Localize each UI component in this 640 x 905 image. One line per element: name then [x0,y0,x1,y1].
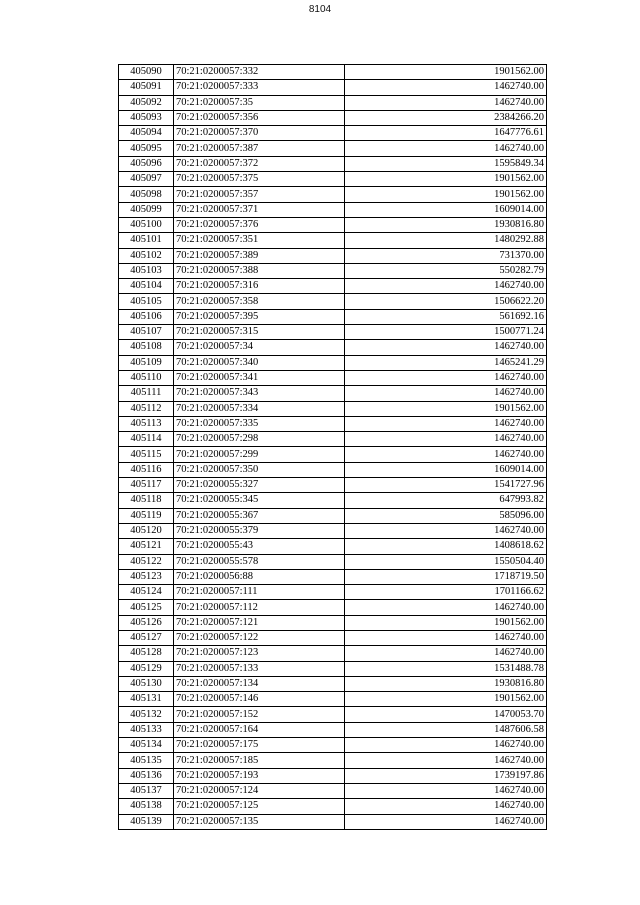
table-row [119,783,547,798]
table-row [119,432,547,447]
row-number-cell: 405134 [119,738,174,753]
table-row [119,110,547,125]
value-cell: 561692.16 [345,309,547,324]
cadastral-number-cell: 70:21:0200057:298 [174,432,345,447]
cadastral-number-cell: 70:21:0200057:315 [174,325,345,340]
table-row [119,309,547,324]
table-row [119,539,547,554]
row-number-cell: 405118 [119,493,174,508]
cadastral-number-cell: 70:21:0200057:334 [174,401,345,416]
table-row [119,187,547,202]
table-row [119,65,547,80]
value-cell: 1462740.00 [345,416,547,431]
cadastral-number-cell: 70:21:0200057:111 [174,585,345,600]
value-cell: 1531488.78 [345,661,547,676]
table-row [119,478,547,493]
table-row [119,600,547,615]
cadastral-number-cell: 70:21:0200057:35 [174,95,345,110]
cadastral-number-cell: 70:21:0200057:351 [174,233,345,248]
row-number-cell: 405096 [119,156,174,171]
row-number-cell: 405115 [119,447,174,462]
row-number-cell: 405137 [119,783,174,798]
cadastral-number-cell: 70:21:0200057:389 [174,248,345,263]
table-row [119,738,547,753]
value-cell: 1408618.62 [345,539,547,554]
row-number-cell: 405107 [119,325,174,340]
cadastral-number-cell: 70:21:0200057:164 [174,722,345,737]
row-number-cell: 405106 [119,309,174,324]
cadastral-number-cell: 70:21:0200057:112 [174,600,345,615]
table-row [119,263,547,278]
cadastral-number-cell: 70:21:0200057:350 [174,462,345,477]
cadastral-number-cell: 70:21:0200057:121 [174,615,345,630]
value-cell: 1901562.00 [345,65,547,80]
value-cell: 1901562.00 [345,615,547,630]
value-cell: 1647776.61 [345,126,547,141]
table-row [119,416,547,431]
cadastral-number-cell: 70:21:0200057:135 [174,814,345,829]
table-row [119,814,547,829]
row-number-cell: 405121 [119,539,174,554]
row-number-cell: 405139 [119,814,174,829]
table-row [119,156,547,171]
cadastral-number-cell: 70:21:0200057:395 [174,309,345,324]
value-cell: 585096.00 [345,508,547,523]
row-number-cell: 405098 [119,187,174,202]
row-number-cell: 405097 [119,172,174,187]
row-number-cell: 405105 [119,294,174,309]
value-cell: 550282.79 [345,263,547,278]
value-cell: 1901562.00 [345,401,547,416]
table-row [119,217,547,232]
value-cell: 1462740.00 [345,80,547,95]
table-row [119,523,547,538]
value-cell: 1462740.00 [345,386,547,401]
table-row [119,370,547,385]
table-row [119,799,547,814]
table-row [119,172,547,187]
cadastral-number-cell: 70:21:0200057:376 [174,217,345,232]
value-cell: 1701166.62 [345,585,547,600]
table-row [119,141,547,156]
row-number-cell: 405132 [119,707,174,722]
value-cell: 1462740.00 [345,279,547,294]
cadastral-number-cell: 70:21:0200057:134 [174,676,345,691]
table-row [119,325,547,340]
cadastral-number-cell: 70:21:0200057:340 [174,355,345,370]
cadastral-number-cell: 70:21:0200057:122 [174,630,345,645]
table-row [119,462,547,477]
table-row [119,692,547,707]
row-number-cell: 405108 [119,340,174,355]
table-row [119,661,547,676]
value-cell: 1462740.00 [345,646,547,661]
value-cell: 1718719.50 [345,569,547,584]
value-cell: 1550504.40 [345,554,547,569]
value-cell: 1609014.00 [345,202,547,217]
cadastral-number-cell: 70:21:0200057:341 [174,370,345,385]
row-number-cell: 405093 [119,110,174,125]
table-row [119,646,547,661]
value-cell: 1462740.00 [345,738,547,753]
value-cell: 1462740.00 [345,370,547,385]
table-row [119,294,547,309]
cadastral-number-cell: 70:21:0200057:357 [174,187,345,202]
row-number-cell: 405133 [119,722,174,737]
row-number-cell: 405100 [119,217,174,232]
cadastral-number-cell: 70:21:0200055:379 [174,523,345,538]
cadastral-number-cell: 70:21:0200057:332 [174,65,345,80]
value-cell: 1470053.70 [345,707,547,722]
cadastral-number-cell: 70:21:0200057:356 [174,110,345,125]
cadastral-value-table [118,64,547,830]
cadastral-number-cell: 70:21:0200057:370 [174,126,345,141]
table-row [119,493,547,508]
value-cell: 1480292.88 [345,233,547,248]
row-number-cell: 405119 [119,508,174,523]
table-row [119,569,547,584]
row-number-cell: 405114 [119,432,174,447]
value-cell: 1462740.00 [345,523,547,538]
row-number-cell: 405123 [119,569,174,584]
cadastral-number-cell: 70:21:0200057:388 [174,263,345,278]
row-number-cell: 405090 [119,65,174,80]
row-number-cell: 405112 [119,401,174,416]
table-row [119,126,547,141]
row-number-cell: 405126 [119,615,174,630]
cadastral-number-cell: 70:21:0200057:125 [174,799,345,814]
value-cell: 1462740.00 [345,95,547,110]
table-row [119,447,547,462]
value-cell: 1500771.24 [345,325,547,340]
cadastral-number-cell: 70:21:0200057:375 [174,172,345,187]
cadastral-number-cell: 70:21:0200056:88 [174,569,345,584]
value-cell: 1462740.00 [345,814,547,829]
row-number-cell: 405103 [119,263,174,278]
value-cell: 1462740.00 [345,630,547,645]
table-row [119,630,547,645]
table-row [119,615,547,630]
table-row [119,386,547,401]
value-cell: 1462740.00 [345,600,547,615]
row-number-cell: 405124 [119,585,174,600]
cadastral-number-cell: 70:21:0200057:123 [174,646,345,661]
value-cell: 1462740.00 [345,432,547,447]
table-row [119,722,547,737]
row-number-cell: 405110 [119,370,174,385]
cadastral-number-cell: 70:21:0200057:175 [174,738,345,753]
table-row [119,554,547,569]
row-number-cell: 405092 [119,95,174,110]
table-body [119,65,547,830]
row-number-cell: 405109 [119,355,174,370]
value-cell: 647993.82 [345,493,547,508]
cadastral-number-cell: 70:21:0200057:193 [174,768,345,783]
row-number-cell: 405122 [119,554,174,569]
table-row [119,95,547,110]
value-cell: 1462740.00 [345,799,547,814]
cadastral-number-cell: 70:21:0200057:316 [174,279,345,294]
table-row [119,80,547,95]
cadastral-number-cell: 70:21:0200057:34 [174,340,345,355]
table-row [119,508,547,523]
row-number-cell: 405117 [119,478,174,493]
table-row [119,707,547,722]
value-cell: 1541727.96 [345,478,547,493]
cadastral-number-cell: 70:21:0200057:387 [174,141,345,156]
value-cell: 1465241.29 [345,355,547,370]
row-number-cell: 405104 [119,279,174,294]
row-number-cell: 405135 [119,753,174,768]
row-number-cell: 405102 [119,248,174,263]
row-number-cell: 405091 [119,80,174,95]
cadastral-number-cell: 70:21:0200055:43 [174,539,345,554]
value-cell: 1462740.00 [345,340,547,355]
table-row [119,676,547,691]
cadastral-number-cell: 70:21:0200055:578 [174,554,345,569]
table-row [119,340,547,355]
table-row [119,233,547,248]
cadastral-number-cell: 70:21:0200057:299 [174,447,345,462]
value-cell: 1462740.00 [345,141,547,156]
row-number-cell: 405127 [119,630,174,645]
cadastral-number-cell: 70:21:0200057:133 [174,661,345,676]
cadastral-number-cell: 70:21:0200057:343 [174,386,345,401]
cadastral-number-cell: 70:21:0200057:185 [174,753,345,768]
row-number-cell: 405113 [119,416,174,431]
cadastral-number-cell: 70:21:0200057:335 [174,416,345,431]
value-cell: 731370.00 [345,248,547,263]
value-cell: 1930816.80 [345,217,547,232]
cadastral-number-cell: 70:21:0200055:327 [174,478,345,493]
row-number-cell: 405138 [119,799,174,814]
value-cell: 1901562.00 [345,187,547,202]
table-row [119,202,547,217]
row-number-cell: 405131 [119,692,174,707]
row-number-cell: 405136 [119,768,174,783]
value-cell: 1462740.00 [345,447,547,462]
value-cell: 1462740.00 [345,783,547,798]
value-cell: 1595849.34 [345,156,547,171]
cadastral-number-cell: 70:21:0200057:372 [174,156,345,171]
table-row [119,585,547,600]
table-row [119,768,547,783]
cadastral-number-cell: 70:21:0200057:333 [174,80,345,95]
cadastral-number-cell: 70:21:0200057:152 [174,707,345,722]
row-number-cell: 405130 [119,676,174,691]
row-number-cell: 405099 [119,202,174,217]
cadastral-number-cell: 70:21:0200057:124 [174,783,345,798]
cadastral-number-cell: 70:21:0200055:345 [174,493,345,508]
table-row [119,401,547,416]
row-number-cell: 405128 [119,646,174,661]
cadastral-number-cell: 70:21:0200055:367 [174,508,345,523]
value-cell: 1901562.00 [345,692,547,707]
value-cell: 1901562.00 [345,172,547,187]
table-row [119,248,547,263]
value-cell: 1506622.20 [345,294,547,309]
table-row [119,753,547,768]
row-number-cell: 405116 [119,462,174,477]
value-cell: 1930816.80 [345,676,547,691]
cadastral-number-cell: 70:21:0200057:146 [174,692,345,707]
value-cell: 1739197.86 [345,768,547,783]
table-row [119,279,547,294]
cadastral-number-cell: 70:21:0200057:371 [174,202,345,217]
page-number: 8104 [308,4,332,15]
value-cell: 1609014.00 [345,462,547,477]
row-number-cell: 405129 [119,661,174,676]
row-number-cell: 405094 [119,126,174,141]
value-cell: 1487606.58 [345,722,547,737]
row-number-cell: 405101 [119,233,174,248]
table-row [119,355,547,370]
value-cell: 2384266.20 [345,110,547,125]
cadastral-number-cell: 70:21:0200057:358 [174,294,345,309]
row-number-cell: 405111 [119,386,174,401]
row-number-cell: 405120 [119,523,174,538]
row-number-cell: 405125 [119,600,174,615]
value-cell: 1462740.00 [345,753,547,768]
row-number-cell: 405095 [119,141,174,156]
